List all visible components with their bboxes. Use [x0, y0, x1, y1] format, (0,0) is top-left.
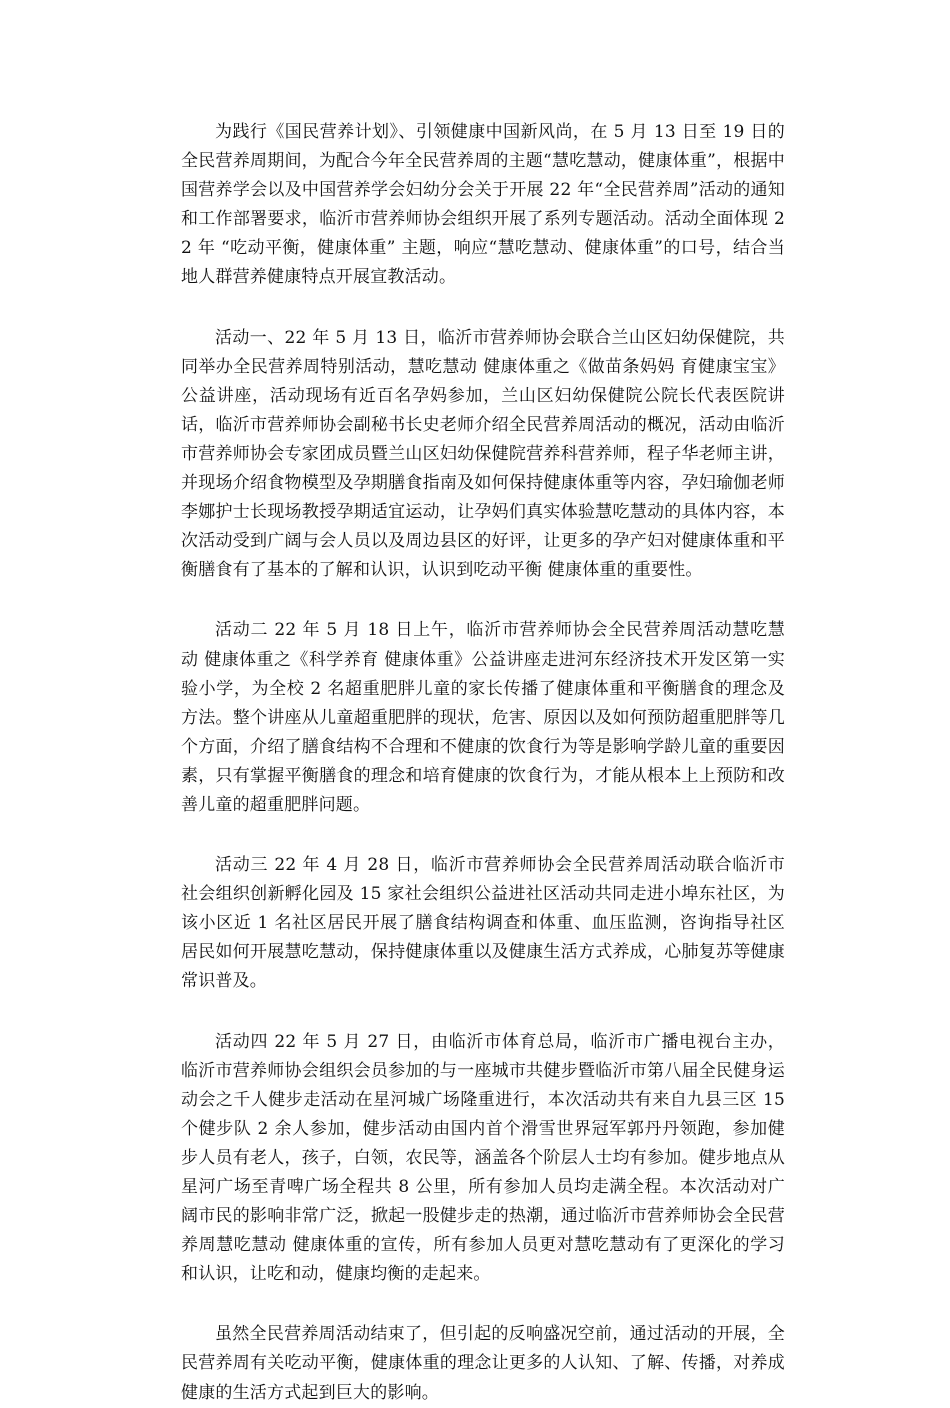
- paragraph-activity-two: 活动二 22 年 5 月 18 日上午，临沂市营养师协会全民营养周活动慧吃慧动 健康体重之《科学养育 健康体重》公益讲座走进河东经济技术开发区第一实验小学，为全校 2 名超重肥胖儿童的家长传播了健康体重和平衡膳食的理念及方法。整个讲座从儿童超重肥胖的现状，危害、原因以及如何预防超重肥胖等几个方面，介绍了膳食结构不合理和不健康的饮食行为等是影响学龄儿童的重要因素，只有掌握平衡膳食的理念和培育健康的饮食行为，才能从根本上上预防和改善儿童的超重肥胖问题。: [181, 620, 785, 815]
- paragraph-conclusion: 虽然全民营养周活动结束了，但引起的反响盛况空前，通过活动的开展，全民营养周有关吃动平衡，健康体重的理念让更多的人认知、了解、传播，对养成健康的生活方式起到巨大的影响。: [181, 1324, 785, 1403]
- paragraph-activity-three: 活动三 22 年 4 月 28 日，临沂市营养师协会全民营养周活动联合临沂市社会组织创新孵化园及 15 家社会组织公益进社区活动共同走进小埠东社区，为该小区近 1 名社区居民开展了膳食结构调查和体重、血压监测，咨询指导社区居民如何开展慧吃慧动，保持健康体重以及健康生活方式养成，心肺复苏等健康常识普及。: [181, 855, 785, 992]
- paragraph-activity-four: 活动四 22 年 5 月 27 日，由临沂市体育总局，临沂市广播电视台主办，临沂市营养师协会组织会员参加的与一座城市共健步暨临沂市第八届全民健身运动会之千人健步走活动在星河城广场隆重进行，本次活动共有来自九县三区 15 个健步队 2 余人参加，健步活动由国内首个滑雪世界冠军郭丹丹领跑，参加健步人员有老人，孩子，白领，农民等，涵盖各个阶层人士均有参加。健步地点从星河广场至青啤广场全程共 8 公里，所有参加人员均走满全程。本次活动对广阔市民的影响非常广泛，掀起一股健步走的热潮，通过临沂市营养师协会全民营养周慧吃慧动 健康体重的宣传，所有参加人员更对慧吃慧动有了更深化的学习和认识，让吃和动，健康均衡的走起来。: [181, 1031, 785, 1285]
- paragraph-intro: 为践行《国民营养计划》、引领健康中国新风尚，在 5 月 13 日至 19 日的全民营养周期间，为配合今年全民营养周的主题“慧吃慧动，健康体重”，根据中国营养学会以及中国营养学会妇幼分会关于开展 22 年“全民营养周”活动的通知和工作部署要求，临沂市营养师协会组织开展了系列专题活动。活动全面体现 22 年 “吃动平衡，健康体重” 主题，响应“慧吃慧动、健康体重”的口号，结合当地人群营养健康特点开展宣教活动。: [181, 122, 785, 288]
- article-body: [181, 118, 785, 1408]
- paragraph-activity-one: 活动一、22 年 5 月 13 日，临沂市营养师协会联合兰山区妇幼保健院，共同举办全民营养周特别活动，慧吃慧动 健康体重之《做苗条妈妈 育健康宝宝》公益讲座，活动现场有近百名孕妈参加，兰山区妇幼保健院公院长代表医院讲话，临沂市营养师协会副秘书长史老师介绍全民营养周活动的概况，活动由临沂市营养师协会专家团成员暨兰山区妇幼保健院营养科营养师，程子华老师主讲，并现场介绍食物模型及孕期膳食指南及如何保持健康体重等内容，孕妇瑜伽老师李娜护士长现场教授孕期适宜运动，让孕妈们真实体验慧吃慧动的具体内容，本次活动受到广阔与会人员以及周边县区的好评，让更多的孕产妇对健康体重和平衡膳食有了基本的了解和认识，认识到吃动平衡 健康体重的重要性。: [181, 327, 785, 581]
